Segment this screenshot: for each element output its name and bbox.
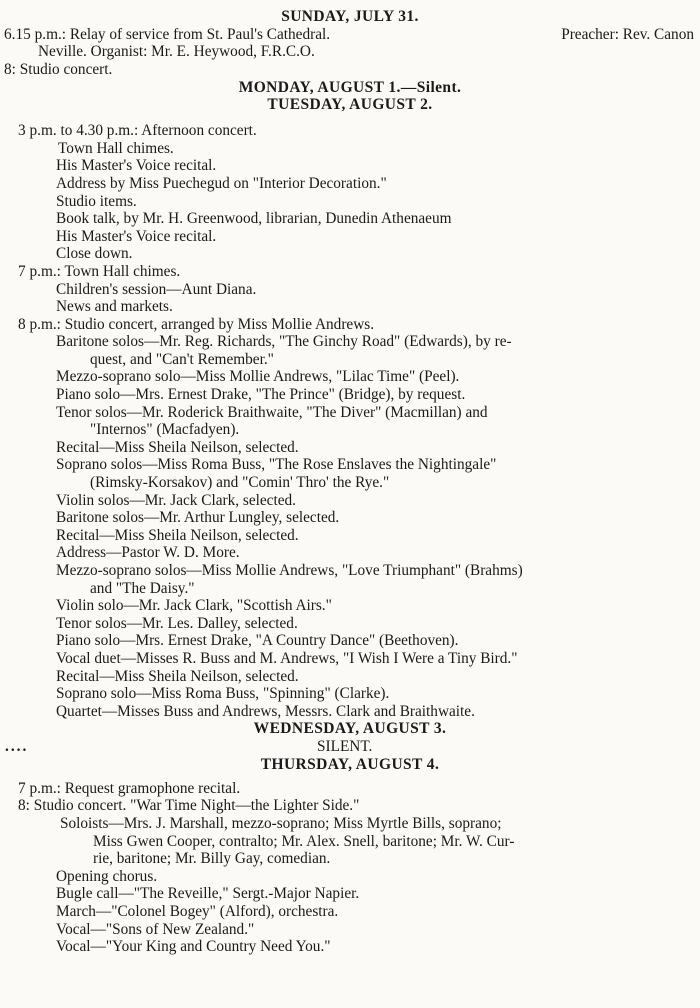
thursday-programme-item: Vocal—"Sons of New Zealand.": [56, 920, 255, 938]
thursday-programme-item: Opening chorus.: [56, 867, 158, 885]
thursday-item: 8: Studio concert. "War Time Night—the Lighter Side.": [18, 797, 360, 815]
tuesday-afternoon-item: Book talk, by Mr. H. Greenwood, librarian, Dunedin Athenaeum: [56, 210, 452, 228]
sunday-item: 8: Studio concert.: [4, 60, 113, 78]
tuesday-heading: TUESDAY, AUGUST 2.: [267, 96, 433, 114]
tuesday-afternoon-item: Close down.: [56, 245, 133, 263]
sunday-item-cont: Neville. Organist: Mr. E. Heywood, F.R.C.O.: [38, 43, 315, 61]
concert-item: Recital—Miss Sheila Neilson, selected.: [56, 526, 299, 544]
thursday-programme-item: Bugle call—"The Reveille," Sergt.-Major Napier.: [56, 885, 360, 903]
wednesday-heading: WEDNESDAY, AUGUST 3.: [253, 720, 447, 738]
concert-item-cont: (Rimsky-Korsakov) and "Comin' Thro' the Rye.": [90, 474, 390, 492]
monday-heading: MONDAY, AUGUST 1.—Silent.: [238, 78, 462, 96]
sunday-heading: SUNDAY, JULY 31.: [281, 8, 419, 25]
wednesday-status: SILENT.: [317, 738, 373, 756]
concert-item-cont: and "The Daisy.": [90, 579, 195, 597]
concert-item: Soprano solo—Miss Roma Buss, "Spinning" (Clarke).: [56, 685, 390, 703]
sunday-item: [0, 26, 700, 44]
concert-item: Baritone solos—Mr. Arthur Lungley, selected.: [56, 509, 340, 527]
concert-item: Mezzo-soprano solos—Miss Mollie Andrews, "Love Triumphant" (Brahms): [56, 562, 523, 580]
thursday-soloists-cont: rie, baritone; Mr. Billy Gay, comedian.: [93, 850, 331, 868]
concert-item: Quartet—Misses Buss and Andrews, Messrs. Clark and Braithwaite.: [56, 702, 475, 720]
tuesday-evening-title: 7 p.m.: Town Hall chimes.: [18, 262, 181, 280]
concert-item: Baritone solos—Mr. Reg. Richards, "The Ginchy Road" (Edwards), by re-: [56, 333, 512, 351]
thursday-soloists: Soloists—Mrs. J. Marshall, mezzo-soprano; Miss Myrtle Bills, soprano;: [60, 814, 502, 832]
tuesday-evening-item: Children's session—Aunt Diana.: [56, 280, 257, 298]
tuesday-afternoon-item: His Master's Voice recital.: [56, 227, 217, 245]
concert-item: Soprano solos—Miss Roma Buss, "The Rose Enslaves the Nightingale": [56, 456, 497, 474]
tuesday-afternoon-item: Town Hall chimes.: [58, 139, 174, 157]
concert-item: Recital—Miss Sheila Neilson, selected.: [56, 438, 299, 456]
thursday-programme-item: March—"Colonel Bogey" (Alford), orchestra.: [56, 902, 339, 920]
concert-item: Address—Pastor W. D. More.: [56, 544, 240, 562]
concert-item: Violin solo—Mr. Jack Clark, "Scottish Airs.": [56, 597, 332, 615]
concert-item-cont: "Internos" (Macfadyen).: [90, 421, 240, 439]
wednesday-silent-row: [0, 738, 700, 756]
concert-item: Piano solo—Mrs. Ernest Drake, "The Prince" (Bridge), by request.: [56, 386, 466, 404]
thursday-soloists-cont: Miss Gwen Cooper, contralto; Mr. Alex. Snell, baritone; Mr. W. Cur-: [93, 832, 515, 850]
concert-item: Tenor solos—Mr. Roderick Braithwaite, "The Diver" (Macmillan) and: [56, 403, 488, 421]
concert-item: Mezzo-soprano solo—Miss Mollie Andrews, "Lilac Time" (Peel).: [56, 368, 460, 386]
tuesday-afternoon-item: His Master's Voice recital.: [56, 157, 217, 175]
tuesday-concert-title: 8 p.m.: Studio concert, arranged by Miss Mollie Andrews.: [18, 315, 375, 333]
sunday-relay-text: 6.15 p.m.: Relay of service from St. Paul's Cathedral.: [4, 25, 331, 43]
thursday-programme-item: Vocal—"Your King and Country Need You.": [56, 938, 331, 956]
sunday-preacher-text: Preacher: Rev. Canon: [561, 25, 694, 43]
thursday-heading: THURSDAY, AUGUST 4.: [260, 755, 440, 773]
concert-item: Recital—Miss Sheila Neilson, selected.: [56, 667, 299, 685]
tuesday-evening-item: News and markets.: [56, 298, 173, 316]
thursday-item: 7 p.m.: Request gramophone recital.: [18, 779, 241, 797]
tuesday-afternoon-item: Studio items.: [56, 192, 137, 210]
concert-item: Vocal duet—Misses R. Buss and M. Andrews, "I Wish I Were a Tiny Bird.": [56, 649, 518, 667]
tuesday-afternoon-item: Address by Miss Puechegud on "Interior Decoration.": [56, 174, 387, 192]
tuesday-afternoon-title: 3 p.m. to 4.30 p.m.: Afternoon concert.: [18, 122, 257, 140]
concert-item: Violin solos—Mr. Jack Clark, selected.: [56, 491, 296, 509]
concert-item: Tenor solos—Mr. Les. Dalley, selected.: [56, 614, 298, 632]
concert-item-cont: quest, and "Can't Remember.": [90, 350, 274, 368]
wednesday-dots: ....: [5, 738, 29, 756]
concert-item: Piano solo—Mrs. Ernest Drake, "A Country Dance" (Beethoven).: [56, 632, 459, 650]
